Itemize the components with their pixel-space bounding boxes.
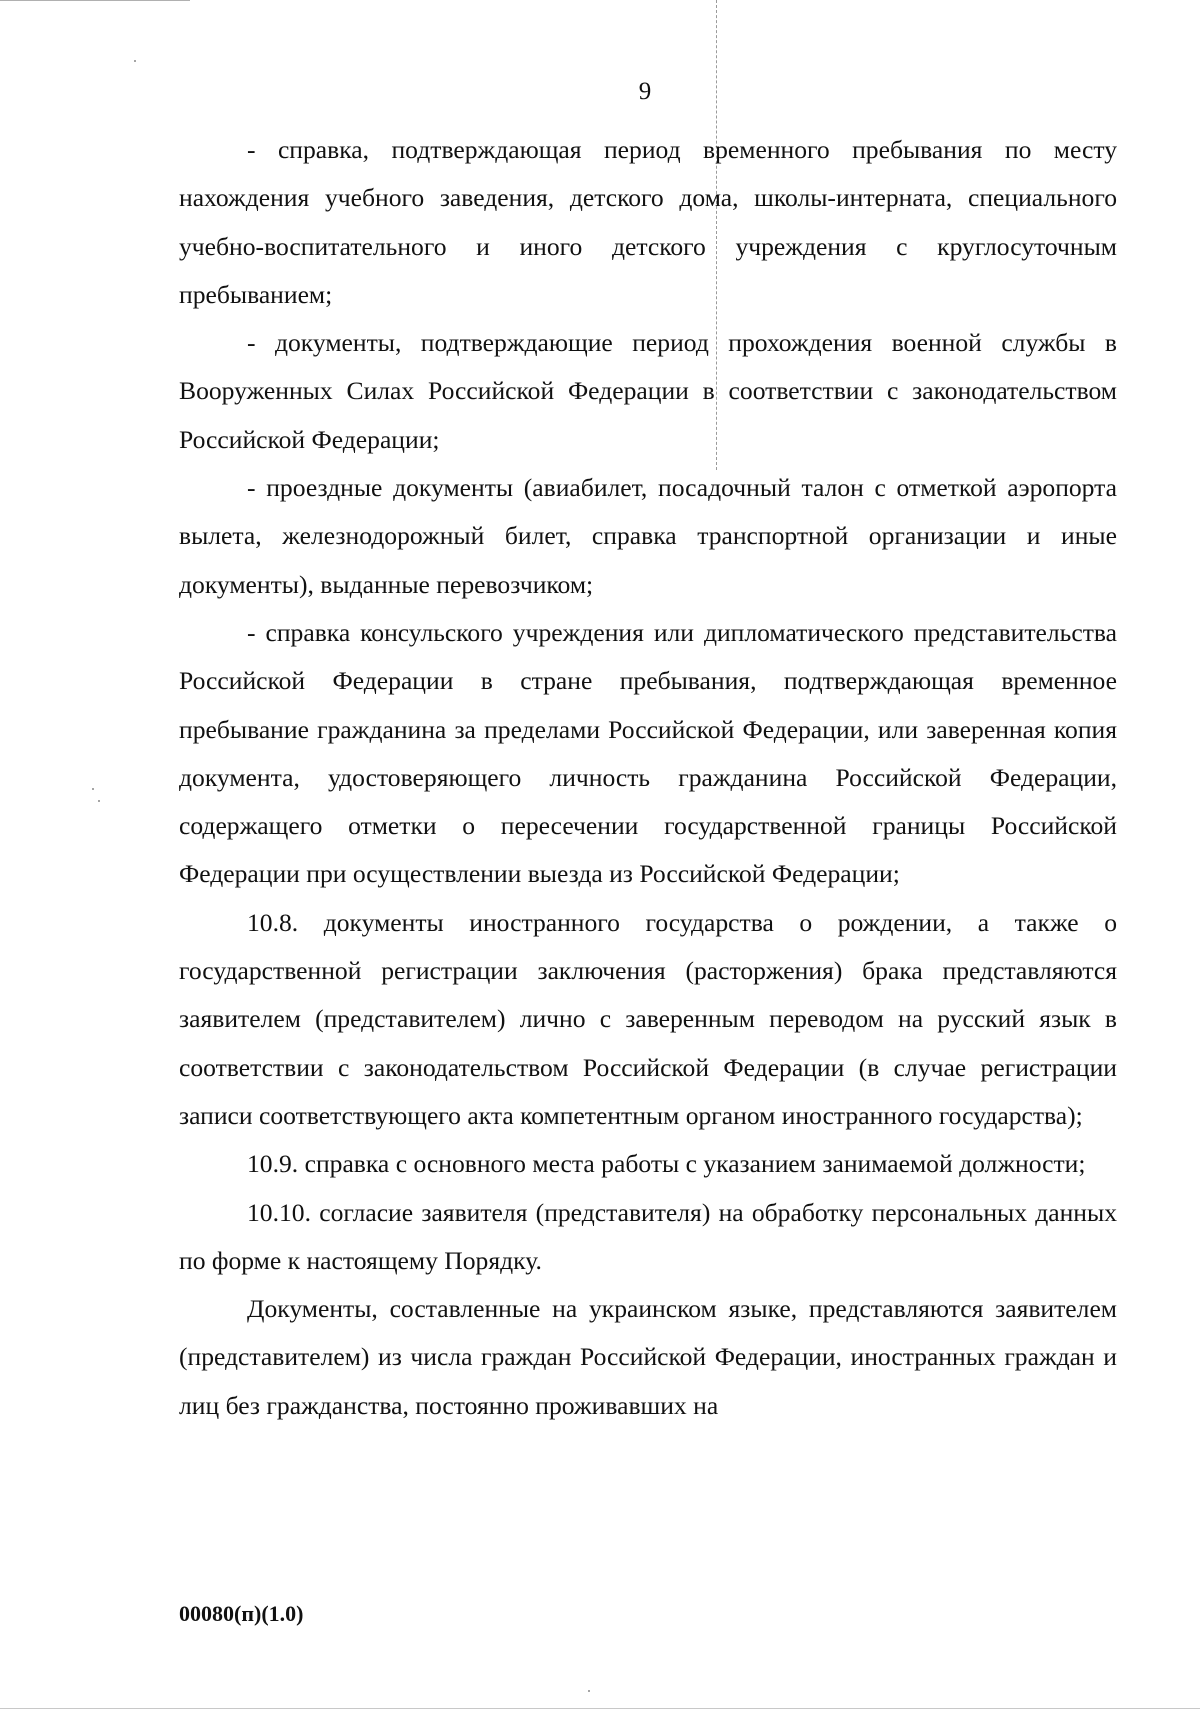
document-code: 00080(п)(1.0): [179, 1601, 304, 1626]
paragraph-military-service: - документы, подтверждающие период прохождения военной службы в Вооруженных Силах Российской Федерации в соответствии с законодательством Российской Федерации;: [179, 328, 1117, 454]
scan-speck: [588, 1690, 590, 1692]
scan-speck: [92, 788, 94, 790]
scan-edge-top: [0, 0, 190, 1]
page-number: 9: [638, 78, 652, 105]
paragraph-travel-documents: - проездные документы (авиабилет, посадочный талон с отметкой аэропорта вылета, железнодорожный билет, справка транспортной организации и иные документы), выданные перевозчиком;: [179, 473, 1117, 599]
paragraph-consular-certificate: - справка консульского учреждения или дипломатического представительства Российской Федерации в стране пребывания, подтверждающая временное пребывание гражданина за пределами Российской Федерации, или заверенная копия документа, удостоверяющего личность гражданина Российской Федерации, содержащего отметки о пересечении государственной границы Российской Федерации при осуществлении выезда из Российской Федерации;: [179, 617, 1117, 889]
scan-speck: [134, 60, 136, 62]
scan-speck: [98, 800, 100, 802]
scan-edge-bottom: [0, 1708, 1200, 1709]
paragraph-10-9: 10.9. справка с основного места работы с указанием занимаемой должности;: [247, 1149, 1086, 1179]
paragraph-residence-certificate: - справка, подтверждающая период временного пребывания по месту нахождения учебного заведения, детского дома, школы-интерната, специального учебно-воспитательного и иного детского учреждения с круглосуточным пребыванием;: [179, 135, 1117, 309]
paragraph-10-10: 10.10. согласие заявителя (представителя) на обработку персональных данных по форме к настоящему Порядку.: [179, 1197, 1117, 1275]
paragraph-10-8: 10.8. документы иностранного государства о рождении, а также о государственной регистрации заключения (расторжения) брака представляются заявителем (представителем) лично с заверенным переводом на русский язык в соответствии с законодательством Российской Федерации (в случае регистрации записи соответствующего акта компетентным органом иностранного государства);: [179, 907, 1117, 1130]
paragraph-ukrainian-documents: Документы, составленные на украинском языке, представляются заявителем (представителем) из числа граждан Российской Федерации, иностранных граждан и лиц без гражданства, постоянно проживавших на: [179, 1294, 1117, 1420]
document-body: [179, 126, 1117, 1430]
